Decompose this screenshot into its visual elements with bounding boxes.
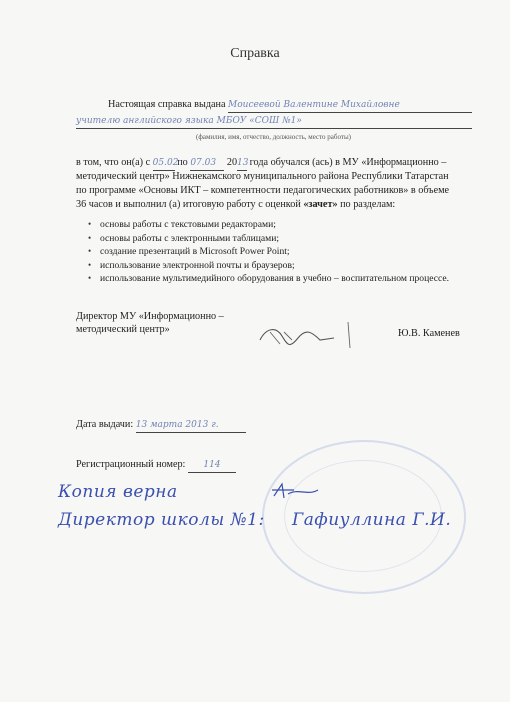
list-item: • создание презентаций в Microsoft Power Point; <box>100 245 449 259</box>
reg-number-line <box>76 458 236 473</box>
reg-label: Регистрационный номер: <box>76 459 186 470</box>
issued-hint: (фамилия, имя, отчество, должность, место работы) <box>196 133 351 141</box>
body-line-2: методический центр» Нижнекамского муниципального района Республики Татарстан <box>76 171 449 182</box>
reg-value: 114 <box>188 459 236 473</box>
period-line <box>76 156 446 171</box>
period-prefix: в том, что он(а) с <box>76 157 151 168</box>
year-suffix: 13 <box>237 157 247 171</box>
body-line-4-a: 36 часов и выполнил (а) итоговую работу с оценкой <box>76 199 301 210</box>
document-title: Справка <box>230 46 280 61</box>
body-line-4-b: по разделам: <box>340 199 396 210</box>
list-item: • использование электронной почты и браузеров; <box>100 259 449 273</box>
body-line-4 <box>76 198 395 211</box>
handwritten-director-school: Директор школы №1: <box>58 510 265 530</box>
issue-date-label: Дата выдачи: <box>76 419 134 430</box>
handwritten-signature <box>268 478 328 504</box>
issued-to-position: учителю английского языка МБОУ «СОШ №1» <box>76 115 472 129</box>
handwritten-copy-true: Копия верна <box>58 482 178 502</box>
issued-line <box>108 98 472 113</box>
issue-date-line <box>76 418 246 433</box>
director-title-1: Директор МУ «Информационно – <box>76 311 224 322</box>
list-item: • основы работы с электронными таблицами; <box>100 232 449 246</box>
list-item: • использование мультимедийного оборудования в учебно – воспитательном процессе. <box>100 272 449 286</box>
period-suffix: года обучался (ась) в МУ «Информационно – <box>249 157 447 168</box>
issued-prefix: Настоящая справка выдана <box>108 99 226 110</box>
body-line-3: по программе «Основы ИКТ – компетентности педагогических работников» в объеме <box>76 185 450 196</box>
list-item: • основы работы с текстовыми редакторами; <box>100 218 449 232</box>
issue-date-value: 13 марта 2013 г. <box>136 419 246 433</box>
period-to: 07.03 <box>190 157 224 171</box>
period-from: 05.02 <box>153 157 175 171</box>
year-prefix: 20 <box>226 157 238 168</box>
period-mid: по <box>177 157 188 168</box>
director-title-2: методический центр» <box>76 324 170 335</box>
director-signature <box>250 318 360 358</box>
director-name: Ю.В. Каменев <box>398 328 460 339</box>
handwritten-director-name: Гафиуллина Г.И. <box>292 510 452 530</box>
issued-to-name: Моисеевой Валентине Михайловне <box>228 99 472 113</box>
sections-list <box>84 218 449 286</box>
grade: «зачет» <box>303 199 338 210</box>
issued-line-2 <box>76 114 472 129</box>
